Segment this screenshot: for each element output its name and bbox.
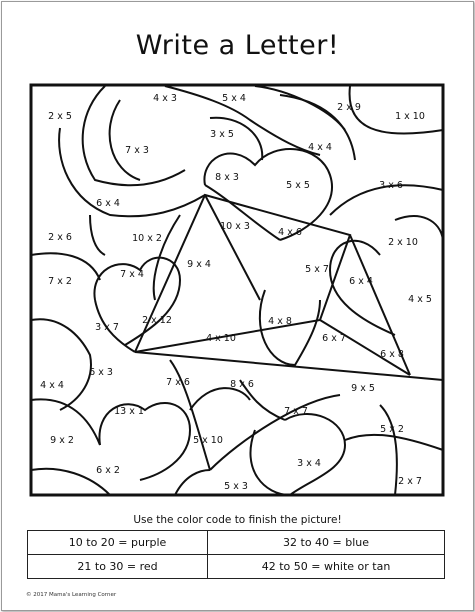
problem-label: 6 x 2: [96, 465, 120, 476]
problem-label: 8 x 6: [230, 379, 254, 390]
problem-label: 3 x 4: [297, 458, 321, 469]
problem-label: 7 x 4: [120, 269, 144, 280]
problem-label: 9 x 5: [351, 383, 375, 394]
problem-label: 7 x 7: [284, 406, 308, 417]
problem-label: 4 x 10: [206, 333, 236, 344]
problem-label: 4 x 5: [408, 294, 432, 305]
problem-label: 2 x 12: [142, 315, 172, 326]
problem-label: 5 x 5: [286, 180, 310, 191]
problem-label: 9 x 4: [187, 259, 211, 270]
copyright-notice: © 2017 Mama's Learning Corner: [26, 592, 117, 598]
problem-label: 5 x 2: [380, 424, 404, 435]
problem-label: 6 x 4: [96, 198, 120, 209]
problem-label: 2 x 10: [388, 237, 418, 248]
problem-label: 7 x 6: [166, 377, 190, 388]
problem-label: 5 x 3: [224, 481, 248, 492]
problem-label: 4 x 8: [268, 316, 292, 327]
problem-label: 2 x 5: [48, 111, 72, 122]
problem-label: 6 x 4: [349, 276, 373, 287]
problem-label: 5 x 4: [222, 93, 246, 104]
problem-label: 2 x 6: [48, 232, 72, 243]
problem-label: 4 x 4: [40, 380, 64, 391]
problem-label: 5 x 10: [193, 435, 223, 446]
problem-label: 10 x 3: [220, 221, 250, 232]
problem-label: 4 x 6: [278, 227, 302, 238]
problem-label: 4 x 4: [308, 142, 332, 153]
problem-label: 5 x 7: [305, 264, 329, 275]
problem-label: 6 x 8: [380, 349, 404, 360]
worksheet-title: Write a Letter!: [135, 30, 340, 61]
problem-label: 3 x 7: [95, 322, 119, 333]
problem-label: 1 x 10: [395, 111, 425, 122]
problem-label: 13 x 1: [114, 406, 144, 417]
problem-label: 2 x 9: [337, 102, 361, 113]
color-key-cell: 10 to 20 = purple: [28, 531, 208, 555]
color-key-row: [28, 531, 445, 555]
instructions-text: Use the color code to finish the picture!: [133, 514, 342, 526]
problem-label: 3 x 5: [210, 129, 234, 140]
problem-label: 3 x 6: [379, 180, 403, 191]
problem-label: 10 x 2: [132, 233, 162, 244]
problem-label: 6 x 3: [89, 367, 113, 378]
problem-label: 7 x 2: [48, 276, 72, 287]
problem-label: 9 x 2: [50, 435, 74, 446]
color-key-table: [27, 530, 445, 579]
problem-label: 7 x 3: [125, 145, 149, 156]
problem-label: 2 x 7: [398, 476, 422, 487]
color-key-cell: 32 to 40 = blue: [208, 531, 445, 555]
problem-label: 4 x 3: [153, 93, 177, 104]
color-key-cell: 21 to 30 = red: [28, 555, 208, 579]
color-key-row: [28, 555, 445, 579]
problem-label: 8 x 3: [215, 172, 239, 183]
problem-label: 6 x 7: [322, 333, 346, 344]
color-key-cell: 42 to 50 = white or tan: [208, 555, 445, 579]
